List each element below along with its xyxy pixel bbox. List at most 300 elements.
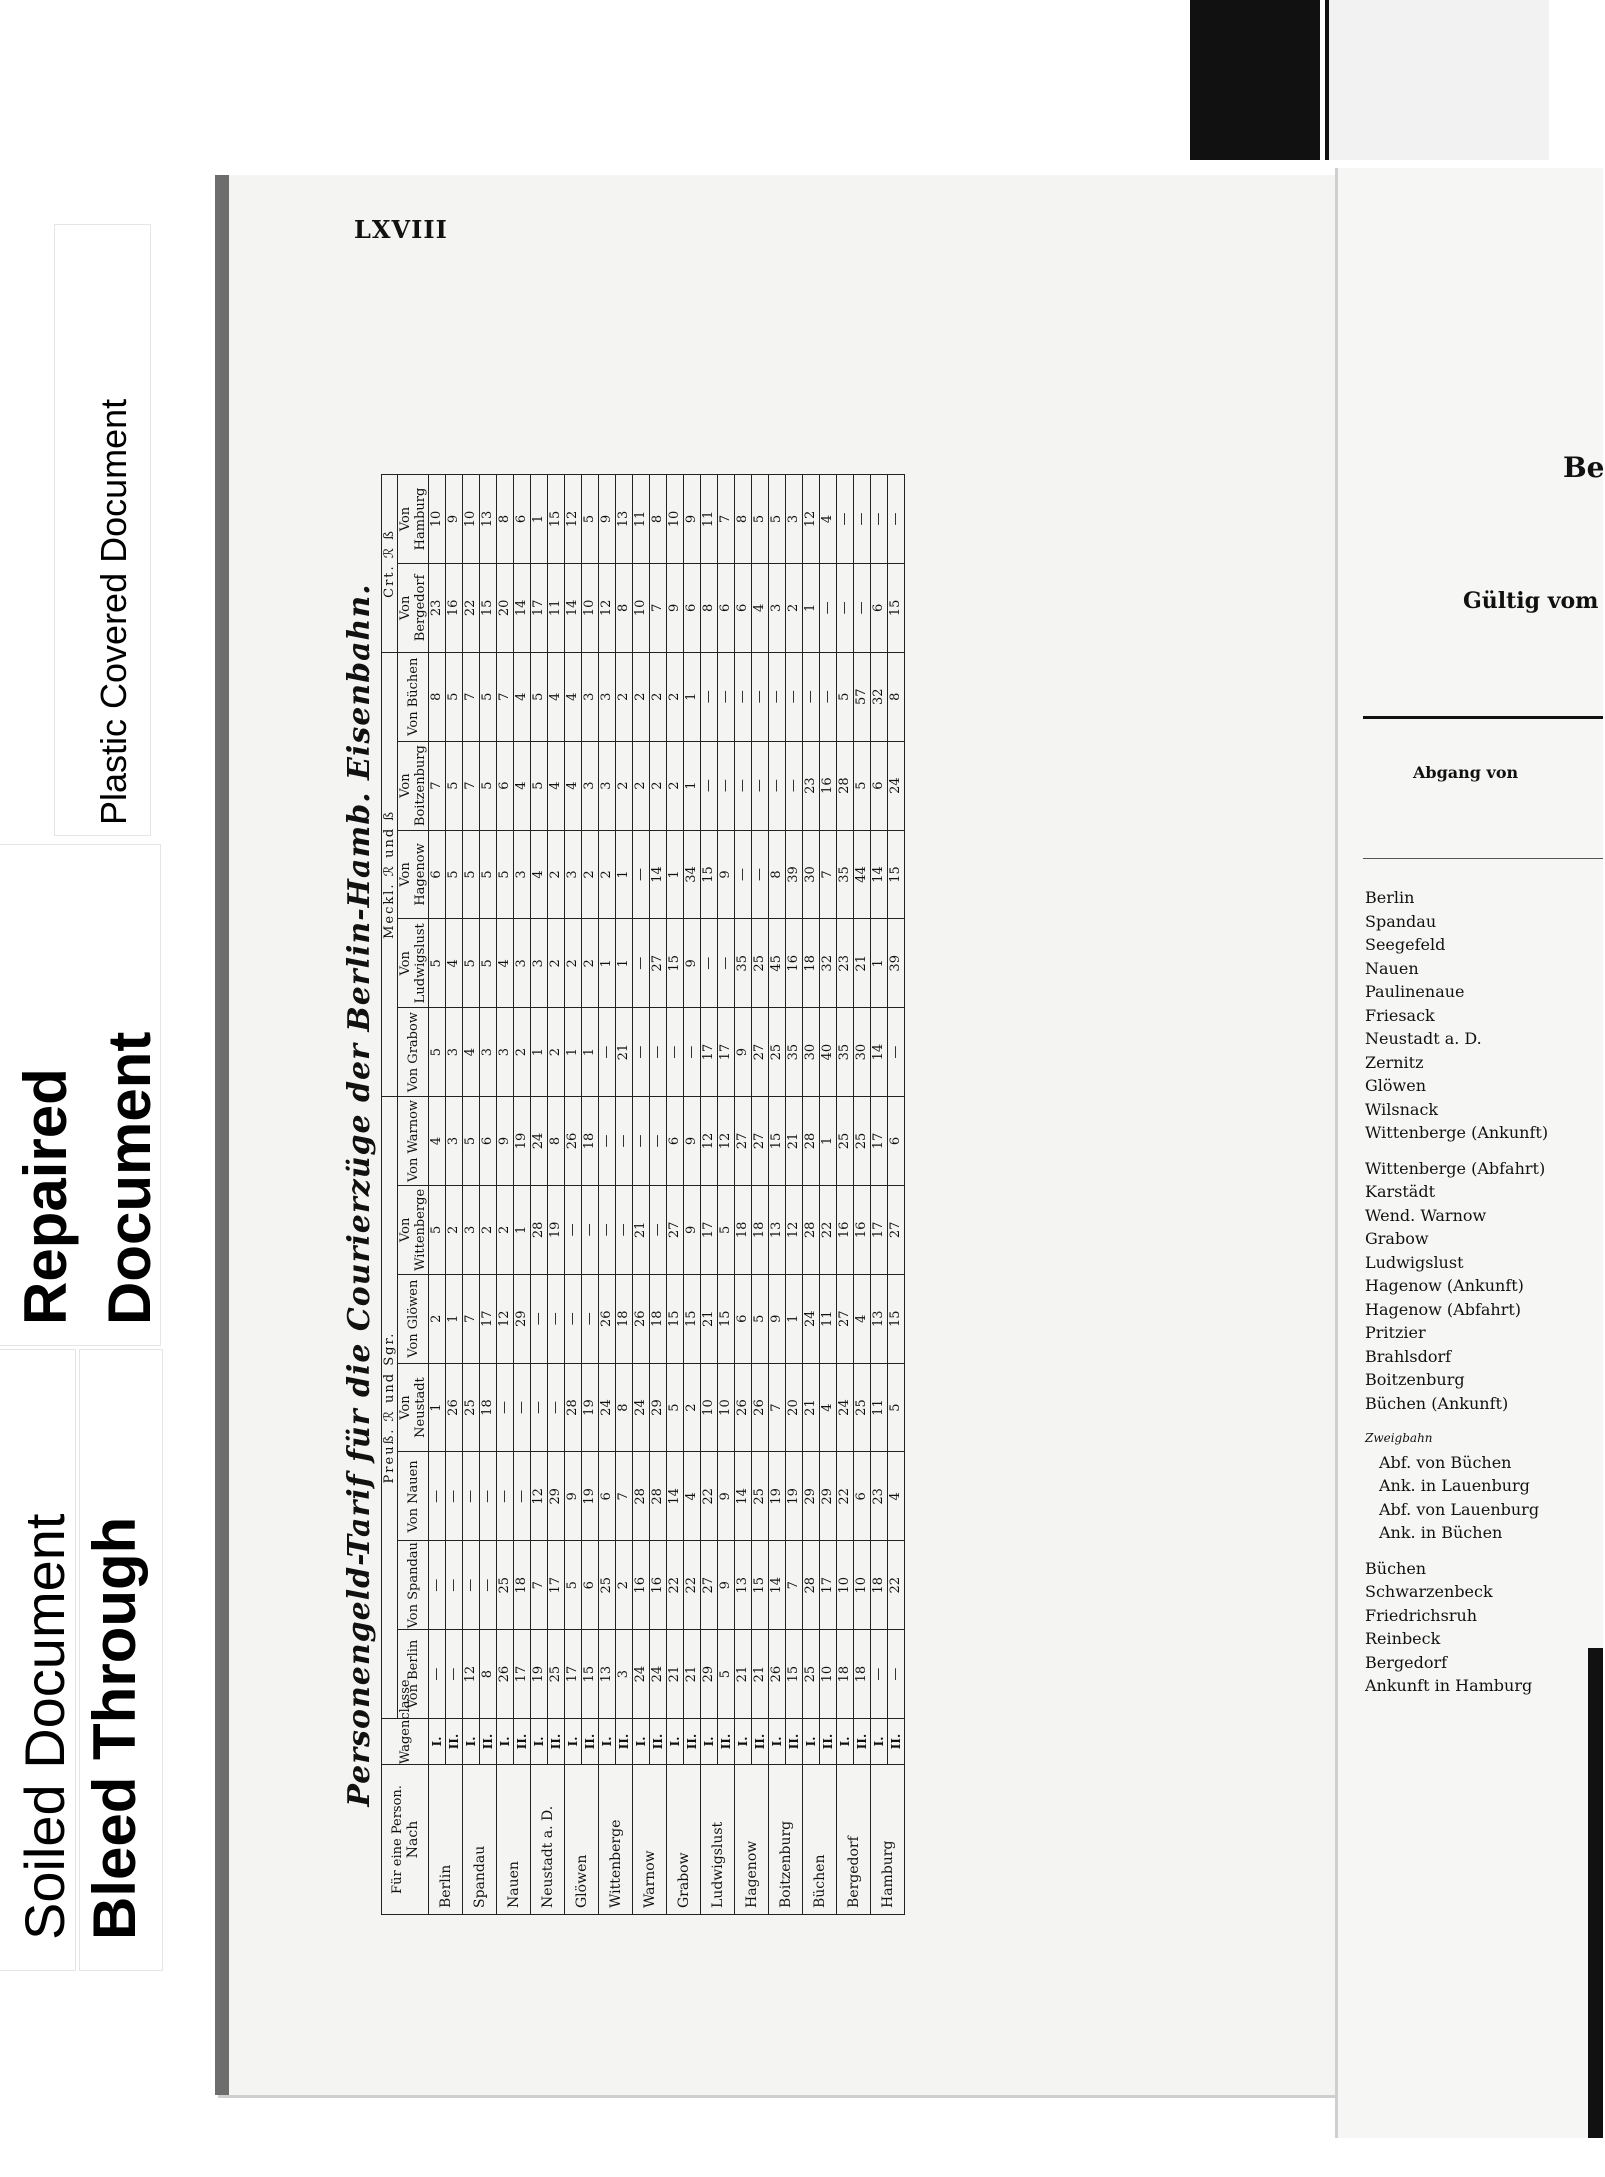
from-header: Von Boitzenburg	[398, 741, 429, 830]
from-header: Von Büchen	[398, 652, 429, 741]
class-cell: II.	[718, 1719, 735, 1765]
fare-cell: 2	[667, 741, 684, 830]
fare-cell: 5	[463, 919, 480, 1008]
fare-cell: 16	[786, 919, 803, 1008]
fare-cell: 2	[548, 919, 565, 1008]
fare-cell: 5	[429, 1008, 446, 1097]
fare-cell: 35	[786, 1008, 803, 1097]
fare-cell: 5	[888, 1363, 905, 1452]
class-cell: I.	[429, 1719, 446, 1765]
fare-cell: 1	[514, 1185, 531, 1274]
station-item: Wilsnack	[1365, 1099, 1439, 1119]
fare-cell: —	[650, 1185, 667, 1274]
fare-cell: —	[463, 1541, 480, 1630]
fare-cell: 1	[684, 652, 701, 741]
fare-cell: 17	[480, 1274, 497, 1363]
class-cell: I.	[837, 1719, 854, 1765]
fare-cell: 17	[871, 1097, 888, 1186]
fare-cell: 10	[463, 475, 480, 564]
fare-cell: 30	[854, 1008, 871, 1097]
fare-cell: 15	[718, 1274, 735, 1363]
fare-cell: —	[616, 1097, 633, 1186]
table-row	[446, 475, 463, 1915]
fare-cell: 6	[684, 563, 701, 652]
fare-cell: 27	[888, 1185, 905, 1274]
fare-cell: 5	[446, 741, 463, 830]
fare-cell: 9	[735, 1008, 752, 1097]
adjacent-page	[1335, 168, 1603, 2138]
fare-cell: 15	[752, 1541, 769, 1630]
fare-cell: 10	[582, 563, 599, 652]
fare-cell: 17	[514, 1630, 531, 1719]
fare-cell: 25	[854, 1097, 871, 1186]
fare-cell: 10	[667, 475, 684, 564]
fare-cell: 18	[854, 1630, 871, 1719]
fare-cell: 28	[803, 1541, 820, 1630]
fare-cell: —	[429, 1452, 446, 1541]
fare-cell: 19	[582, 1452, 599, 1541]
label-repaired: Repaired Document	[12, 1031, 163, 1325]
fare-cell: 4	[429, 1097, 446, 1186]
station-item: Karstädt	[1365, 1182, 1435, 1201]
fare-cell: —	[854, 475, 871, 564]
fare-cell: 6	[599, 1452, 616, 1541]
fare-cell: 26	[446, 1363, 463, 1452]
fare-cell: 12	[599, 563, 616, 652]
fare-cell: —	[497, 1452, 514, 1541]
fare-cell: 18	[480, 1363, 497, 1452]
fare-cell: 14	[769, 1541, 786, 1630]
from-header: Von Hagenow	[398, 830, 429, 919]
fare-cell: 14	[871, 1008, 888, 1097]
table-row	[429, 475, 446, 1915]
document-page	[215, 175, 1339, 2095]
from-header: Von Ludwigslust	[398, 919, 429, 1008]
fare-cell: 13	[769, 1185, 786, 1274]
fare-cell: 30	[803, 830, 820, 919]
destination-cell: Ludwigslust	[701, 1765, 735, 1915]
fare-cell: 11	[871, 1363, 888, 1452]
class-cell: I.	[497, 1719, 514, 1765]
fare-cell: 12	[786, 1185, 803, 1274]
fare-cell: —	[429, 1630, 446, 1719]
station-item: Friedrichsruh	[1365, 1605, 1478, 1625]
fare-cell: 2	[565, 919, 582, 1008]
fare-cell: 1	[446, 1274, 463, 1363]
fare-cell: 9	[599, 475, 616, 564]
station-item: Wend. Warnow	[1365, 1205, 1487, 1225]
page-number: LXVIII	[354, 215, 448, 244]
class-cell: I.	[463, 1719, 480, 1765]
fare-cell: —	[888, 1630, 905, 1719]
fare-cell: —	[786, 652, 803, 741]
fare-cell: 17	[718, 1008, 735, 1097]
fare-cell: 8	[480, 1630, 497, 1719]
fare-cell: —	[616, 1185, 633, 1274]
tariff-table	[381, 474, 905, 1915]
fare-cell: 3	[497, 1008, 514, 1097]
rotated-tariff	[339, 475, 1199, 1915]
fare-cell: 22	[701, 1452, 718, 1541]
fare-cell: —	[650, 1097, 667, 1186]
fare-cell: 25	[837, 1097, 854, 1186]
label-soiled: Soiled Document	[13, 1513, 76, 1940]
label-plastic: Plastic Covered Document	[93, 398, 134, 825]
fare-cell: 24	[837, 1363, 854, 1452]
fare-cell: 18	[650, 1274, 667, 1363]
fare-cell: 2	[616, 741, 633, 830]
fare-cell: 4	[497, 919, 514, 1008]
fare-cell: 29	[514, 1274, 531, 1363]
fare-cell: 13	[599, 1630, 616, 1719]
table-row	[871, 475, 888, 1915]
destination-cell: Berlin	[429, 1765, 463, 1915]
table-row	[684, 475, 701, 1915]
fare-cell: 57	[854, 652, 871, 741]
fare-cell: 32	[871, 652, 888, 741]
fare-cell: 5	[837, 652, 854, 741]
fare-cell: 2	[684, 1363, 701, 1452]
station-item: Büchen (Ankunft)	[1365, 1393, 1509, 1413]
fare-cell: 1	[565, 1008, 582, 1097]
fare-cell: 7	[820, 830, 837, 919]
fare-cell: 3	[480, 1008, 497, 1097]
fare-cell: —	[497, 1363, 514, 1452]
fare-cell: 25	[854, 1363, 871, 1452]
label-bleed-strip	[80, 1350, 162, 1970]
fare-cell: 3	[786, 475, 803, 564]
station-list	[1365, 886, 1605, 1698]
fare-cell: 15	[548, 475, 565, 564]
destination-cell: Neustadt a. D.	[531, 1765, 565, 1915]
fare-cell: 6	[735, 563, 752, 652]
fare-cell: 9	[718, 830, 735, 919]
fare-cell: 26	[735, 1363, 752, 1452]
fare-cell: 6	[854, 1452, 871, 1541]
station-item: Ludwigslust	[1365, 1252, 1464, 1272]
label-plastic-strip	[55, 225, 150, 835]
destination-cell: Wittenberge	[599, 1765, 633, 1915]
fare-cell: 12	[531, 1452, 548, 1541]
fare-cell: 2	[616, 1541, 633, 1630]
fare-cell: 22	[667, 1541, 684, 1630]
fare-cell: —	[548, 1274, 565, 1363]
fare-cell: 27	[735, 1097, 752, 1186]
from-header: Von Wittenberge	[398, 1185, 429, 1274]
fare-cell: 5	[429, 919, 446, 1008]
fare-cell: 2	[650, 741, 667, 830]
label-bleed: Bleed Through	[81, 1516, 148, 1940]
station-item: Hagenow (Abfahrt)	[1365, 1299, 1522, 1319]
fare-cell: 3	[514, 919, 531, 1008]
fare-cell: —	[599, 1097, 616, 1186]
table-row	[820, 475, 837, 1915]
fare-cell: 25	[752, 919, 769, 1008]
fare-cell: 7	[786, 1541, 803, 1630]
fare-cell: 4	[888, 1452, 905, 1541]
fare-cell: 25	[803, 1630, 820, 1719]
class-cell: II.	[786, 1719, 803, 1765]
fare-cell: 5	[565, 1541, 582, 1630]
station-item: Pritzier	[1365, 1323, 1426, 1342]
fare-cell: 2	[616, 652, 633, 741]
station-item: Glöwen	[1365, 1076, 1426, 1095]
table-row	[718, 475, 735, 1915]
fare-cell: 22	[684, 1541, 701, 1630]
fare-cell: 3	[531, 919, 548, 1008]
fare-cell: —	[446, 1452, 463, 1541]
fare-cell: —	[786, 741, 803, 830]
table-row	[735, 475, 752, 1915]
fare-cell: 7	[718, 475, 735, 564]
fare-cell: 7	[650, 563, 667, 652]
class-cell: II.	[514, 1719, 531, 1765]
fare-cell: 16	[837, 1185, 854, 1274]
branch-label: Zweigbahn	[1365, 1431, 1433, 1445]
station-item: Spandau	[1365, 911, 1437, 931]
fare-cell: 27	[650, 919, 667, 1008]
fare-cell: 15	[786, 1630, 803, 1719]
station-item: Büchen	[1365, 1558, 1427, 1578]
fare-cell: 9	[684, 1185, 701, 1274]
fare-cell: 19	[548, 1185, 565, 1274]
label-repaired-strip	[0, 845, 163, 1345]
fare-cell: —	[480, 1452, 497, 1541]
fare-cell: 5	[480, 830, 497, 919]
fare-cell: 40	[820, 1008, 837, 1097]
fare-cell: 29	[548, 1452, 565, 1541]
fare-cell: 24	[633, 1630, 650, 1719]
fare-cell: 5	[531, 652, 548, 741]
departure-label: Abgang von	[1413, 763, 1519, 782]
table-row	[565, 475, 582, 1915]
table-row	[599, 475, 616, 1915]
fare-cell: 12	[803, 475, 820, 564]
fare-cell: 7	[463, 652, 480, 741]
fare-cell: 17	[548, 1541, 565, 1630]
fare-cell: 18	[582, 1097, 599, 1186]
fare-cell: 5	[463, 1097, 480, 1186]
fare-cell: 27	[752, 1008, 769, 1097]
fare-cell: 10	[429, 475, 446, 564]
corner-header	[382, 1765, 429, 1915]
from-header: Von Berlin	[398, 1630, 429, 1719]
fare-cell: 23	[871, 1452, 888, 1541]
fare-cell: 6	[582, 1541, 599, 1630]
fare-cell: 8	[616, 1363, 633, 1452]
fare-cell: 27	[667, 1185, 684, 1274]
fare-cell: 17	[701, 1008, 718, 1097]
station-item: Schwarzenbeck	[1365, 1582, 1493, 1601]
fare-cell: 30	[803, 1008, 820, 1097]
fare-cell: 19	[514, 1097, 531, 1186]
fare-cell: 4	[684, 1452, 701, 1541]
fare-cell: 4	[565, 652, 582, 741]
fare-cell: 11	[820, 1274, 837, 1363]
fare-cell: 9	[718, 1541, 735, 1630]
fare-cell: 32	[820, 919, 837, 1008]
fare-cell: 29	[701, 1630, 718, 1719]
class-cell: II.	[650, 1719, 667, 1765]
fare-cell: 7	[616, 1452, 633, 1541]
fare-cell: 7	[463, 741, 480, 830]
fare-cell: 15	[888, 830, 905, 919]
fare-cell: 9	[718, 1452, 735, 1541]
fare-cell: 17	[701, 1185, 718, 1274]
destination-cell: Spandau	[463, 1765, 497, 1915]
class-cell: II.	[616, 1719, 633, 1765]
fare-cell: 1	[871, 919, 888, 1008]
fare-cell: 2	[446, 1185, 463, 1274]
fare-cell: 3	[514, 830, 531, 919]
fare-cell: 15	[667, 1274, 684, 1363]
fare-cell: 6	[871, 563, 888, 652]
group-hamburg: Crt. ℛ ß	[382, 475, 398, 653]
fare-cell: 28	[837, 741, 854, 830]
destination-cell: Grabow	[667, 1765, 701, 1915]
from-header: Von Glöwen	[398, 1274, 429, 1363]
class-cell: I.	[803, 1719, 820, 1765]
fare-cell: 4	[446, 919, 463, 1008]
fare-cell: 8	[735, 475, 752, 564]
fare-cell: 4	[820, 475, 837, 564]
fare-cell: 13	[871, 1274, 888, 1363]
fare-cell: —	[871, 475, 888, 564]
fare-cell: —	[463, 1452, 480, 1541]
fare-cell: 6	[497, 741, 514, 830]
station-item: Ankunft in Hamburg	[1365, 1676, 1533, 1695]
fare-cell: —	[701, 741, 718, 830]
fare-cell: —	[735, 652, 752, 741]
destination-cell: Hamburg	[871, 1765, 905, 1915]
fare-cell: 9	[684, 475, 701, 564]
class-cell: II.	[548, 1719, 565, 1765]
station-item: Wittenberge (Ankunft)	[1365, 1123, 1549, 1142]
fare-cell: —	[548, 1363, 565, 1452]
fare-cell: 5	[497, 830, 514, 919]
fare-cell: 7	[463, 1274, 480, 1363]
station-item: Grabow	[1365, 1229, 1429, 1248]
fare-cell: 5	[480, 652, 497, 741]
station-item: Bergedorf	[1365, 1652, 1448, 1672]
from-header: Von Warnow	[398, 1097, 429, 1186]
fare-cell: 25	[497, 1541, 514, 1630]
fare-cell: 24	[888, 741, 905, 830]
fare-cell: 8	[548, 1097, 565, 1186]
fare-cell: —	[735, 741, 752, 830]
fare-cell: 22	[837, 1452, 854, 1541]
fare-cell: 4	[548, 652, 565, 741]
table-row	[650, 475, 667, 1915]
fare-cell: 1	[616, 830, 633, 919]
fare-cell: 8	[888, 652, 905, 741]
fare-cell: 28	[803, 1185, 820, 1274]
table-row	[616, 475, 633, 1915]
fare-cell: 19	[531, 1630, 548, 1719]
fare-cell: —	[446, 1630, 463, 1719]
fare-cell: 26	[497, 1630, 514, 1719]
fare-cell: 15	[888, 563, 905, 652]
fare-cell: 14	[650, 830, 667, 919]
fare-cell: 9	[446, 475, 463, 564]
table-row	[837, 475, 854, 1915]
fare-cell: —	[582, 1185, 599, 1274]
fare-cell: 8	[769, 830, 786, 919]
fare-cell: 15	[888, 1274, 905, 1363]
station-item: Neustadt a. D.	[1365, 1029, 1482, 1048]
fare-cell: 9	[565, 1452, 582, 1541]
fare-cell: 5	[480, 919, 497, 1008]
table-row	[786, 475, 803, 1915]
fare-cell: 2	[633, 652, 650, 741]
fare-cell: 10	[701, 1363, 718, 1452]
fare-cell: 20	[786, 1363, 803, 1452]
from-header: Von Neustadt	[398, 1363, 429, 1452]
fare-cell: 13	[735, 1541, 752, 1630]
fare-cell: 21	[786, 1097, 803, 1186]
fare-cell: 23	[837, 919, 854, 1008]
fare-cell: 5	[718, 1630, 735, 1719]
fare-cell: —	[633, 1008, 650, 1097]
fare-cell: 17	[820, 1541, 837, 1630]
fare-cell: 4	[463, 1008, 480, 1097]
tariff-title: Personengeld-Tarif für die Courierzüge der Berlin-Hamb. Eisenbahn.	[342, 583, 377, 1807]
fare-cell: —	[769, 652, 786, 741]
fare-cell: 9	[684, 919, 701, 1008]
fare-cell: 8	[616, 563, 633, 652]
fare-cell: 2	[582, 830, 599, 919]
fare-cell: 5	[463, 830, 480, 919]
fare-cell: 3	[599, 741, 616, 830]
from-header: Von Spandau	[398, 1541, 429, 1630]
fare-cell: 5	[531, 741, 548, 830]
station-item: Wittenberge (Abfahrt)	[1365, 1158, 1546, 1178]
fare-cell: 24	[803, 1274, 820, 1363]
fare-cell: —	[633, 1097, 650, 1186]
fare-cell: 4	[548, 741, 565, 830]
corner-top: Für eine Person.	[389, 1785, 405, 1894]
fare-cell: 28	[803, 1097, 820, 1186]
fare-cell: 8	[429, 652, 446, 741]
fare-cell: 5	[582, 475, 599, 564]
fare-cell: 6	[480, 1097, 497, 1186]
class-cell: II.	[888, 1719, 905, 1765]
fare-cell: 16	[854, 1185, 871, 1274]
fare-cell: 17	[871, 1185, 888, 1274]
fare-cell: 1	[616, 919, 633, 1008]
from-header: Von Bergedorf	[398, 563, 429, 652]
fare-cell: 18	[514, 1541, 531, 1630]
fare-cell: 7	[429, 741, 446, 830]
fare-cell: 21	[633, 1185, 650, 1274]
fare-cell: 22	[888, 1541, 905, 1630]
fare-cell: 26	[599, 1274, 616, 1363]
fare-cell: 17	[565, 1630, 582, 1719]
fare-cell: 28	[650, 1452, 667, 1541]
label-soiled-strip	[0, 1350, 75, 1970]
tariff-body	[429, 475, 905, 1915]
class-cell: I.	[599, 1719, 616, 1765]
fare-cell: —	[888, 475, 905, 564]
fare-cell: 13	[616, 475, 633, 564]
class-cell: I.	[871, 1719, 888, 1765]
fare-cell: 21	[667, 1630, 684, 1719]
fare-cell: 2	[633, 741, 650, 830]
fare-cell: 4	[565, 741, 582, 830]
fare-cell: 21	[854, 919, 871, 1008]
fare-cell: 29	[803, 1452, 820, 1541]
fare-cell: 8	[497, 475, 514, 564]
